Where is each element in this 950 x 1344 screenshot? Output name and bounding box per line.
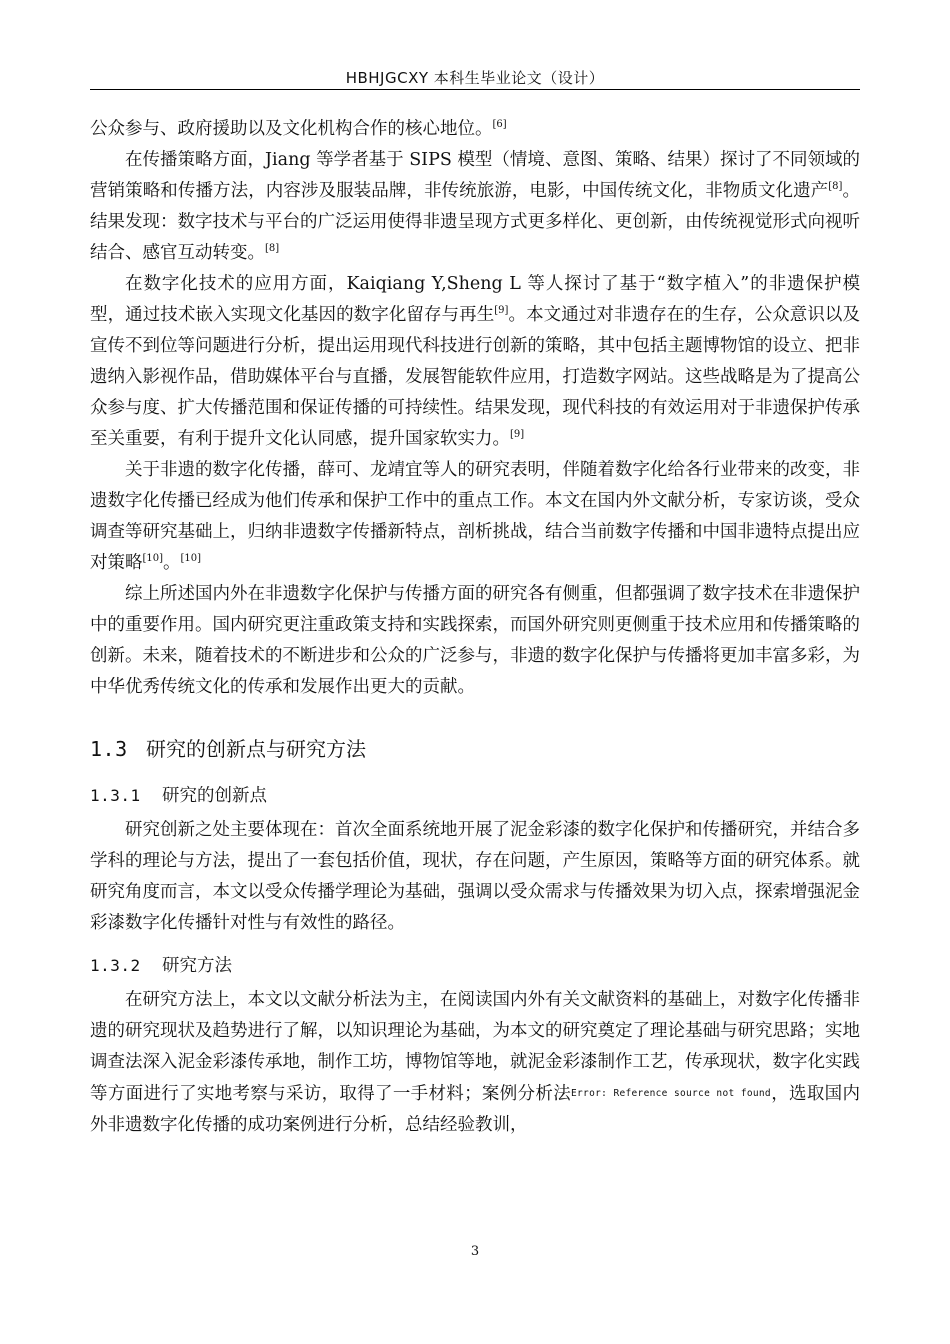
paragraph-research-methods: 在研究方法上，本文以文献分析法为主，在阅读国内外有关文献资料的基础上，对数字化传播非遗的研究现状及趋势进行了解，以知识理论为基础，为本文的研究奠定了理论基础与研究思路；实地调查法深入泥金彩漆传承地，制作工坊，博物馆等地，就泥金彩漆制作工艺，传承现状，数字化实践等方面进行了实地考察与采访，取得了一手材料；案例分析法Error: Reference source not found，选取国内外非遗数字化传播的成功案例进行分析，总结经验教训， <box>90 990 860 1135</box>
section-title: 研究方法 <box>162 956 232 976</box>
paragraph-digital-technology: 在数字化技术的应用方面，Kaiqiang Y,Sheng L 等人探讨了基于“数字植入”的非遗保护模型，通过技术嵌入实现文化基因的数字化留存与再生[9]。本文通过对非遗存在的生存，公众意识以及宣传不到位等问题进行分析，提出运用现代科技进行创新的策略，其中包括主题博物馆的设立、把非遗纳入影视作品，借助媒体平台与直播，发展智能软件应用，打造数字网站。这些战略是为了提高公众参与度、扩大传播范围和保证传播的可持续性。结果发现，现代科技的有效运用对于非遗保护传承至关重要，有利于提升文化认同感，提升国家软实力。[9] <box>90 274 860 449</box>
citation: [8] <box>265 243 280 255</box>
citation: [10] <box>142 553 164 565</box>
page-body <box>90 114 860 1141</box>
citation: [10] <box>180 553 202 565</box>
section-number: 1.3 <box>90 737 128 761</box>
section-number: 1.3.2 <box>90 956 141 975</box>
paragraph-continuation: 公众参与、政府援助以及文化机构合作的核心地位。[6] <box>90 119 507 139</box>
reference-error-text: Error: Reference source not found <box>571 1088 771 1099</box>
paragraph-digital-dissemination: 关于非遗的数字化传播，薛可、龙靖宜等人的研究表明，伴随着数字化给各行业带来的改变，非遗数字化传播已经成为他们传承和保护工作中的重点工作。本文在国内外文献分析，专家访谈，受众调查等研究基础上，归纳非遗数字传播新特点，剖析挑战，结合当前数字传播和中国非遗特点提出应对策略[10]。[10] <box>90 460 860 573</box>
paragraph-communication-strategy: 在传播策略方面，Jiang 等学者基于 SIPS 模型（情境、意图、策略、结果）探讨了不同领域的营销策略和传播方法，内容涉及服装品牌，非传统旅游，电影，中国传统文化，非物质文化遗产[8]。结果发现：数字技术与平台的广泛运用使得非遗呈现方式更多样化、更创新，由传统视觉形式向视听结合、感官互动转变。[8] <box>90 150 860 263</box>
citation: [9] <box>510 429 525 441</box>
section-heading-1-3-1 <box>90 777 860 815</box>
citation: [8] <box>828 181 843 193</box>
page-number: 3 <box>470 1244 480 1259</box>
citation: [6] <box>492 119 507 131</box>
paragraph-summary: 综上所述国内外在非遗数字化保护与传播方面的研究各有侧重，但都强调了数字技术在非遗保护中的重要作用。国内研究更注重政策支持和实践探索，而国外研究则更侧重于技术应用和传播策略的创新。未来，随着技术的不断进步和公众的广泛参与，非遗的数字化保护与传播将更加丰富多彩，为中华优秀传统文化的传承和发展作出更大的贡献。 <box>90 584 860 697</box>
section-heading-1-3-2 <box>90 947 860 985</box>
paragraph-innovation: 研究创新之处主要体现在：首次全面系统地开展了泥金彩漆的数字化保护和传播研究，并结合多学科的理论与方法，提出了一套包括价值，现状，存在问题，产生原因，策略等方面的研究体系。就研究角度而言，本文以受众传播学理论为基础，强调以受众需求与传播效果为切入点，探索增强泥金彩漆数字化传播针对性与有效性的路径。 <box>90 820 860 933</box>
header-rule <box>90 89 860 90</box>
section-number: 1.3.1 <box>90 786 141 805</box>
section-title: 研究的创新点 <box>162 786 267 806</box>
section-heading-1-3 <box>90 727 860 771</box>
citation: [9] <box>494 305 509 317</box>
header-title: HBHJGCXY 本科生毕业论文（设计） <box>345 69 605 87</box>
section-title: 研究的创新点与研究方法 <box>146 737 366 761</box>
page-header <box>90 66 860 90</box>
